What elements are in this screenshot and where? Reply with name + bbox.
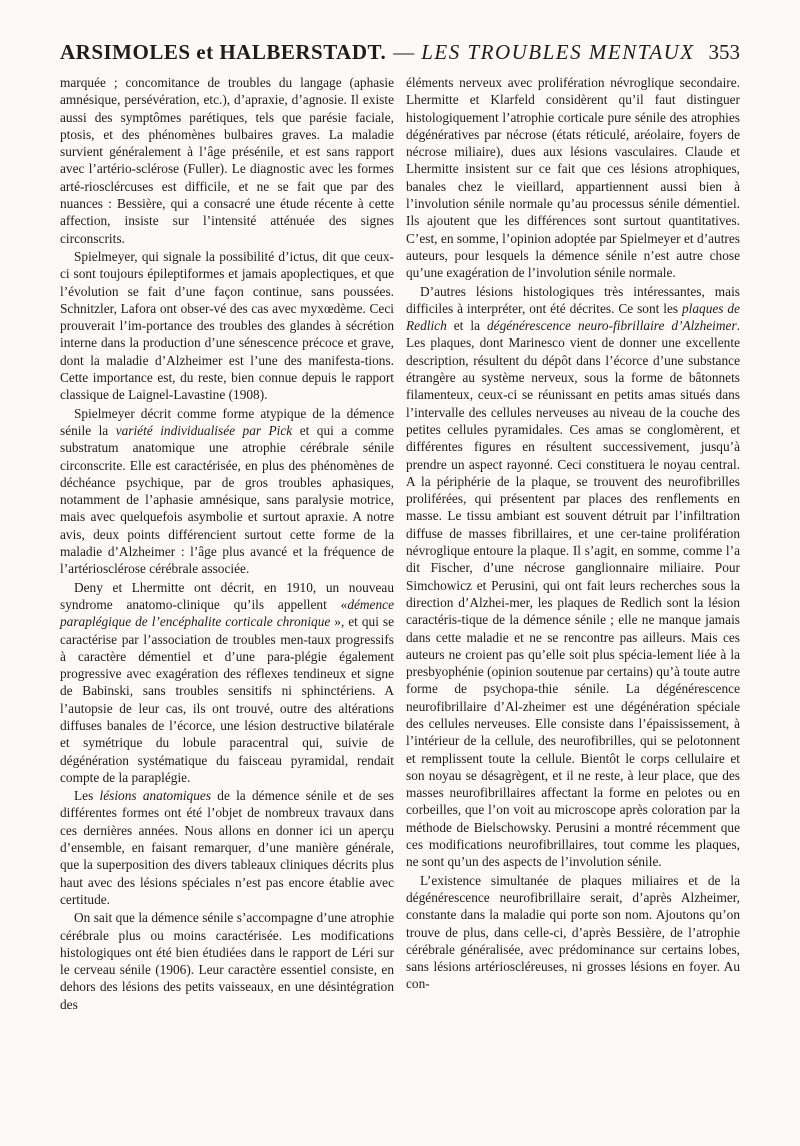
- text-run: . Les plaques, dont Marinesco vient de donner une excellente description, résultent du dépôt dans l’écorce d’une substance étrangère au système nerveux, sous la forme de bâtonnets filamenteux, ceux-ci se réunissant en petits amas situés dans l’intervalle des cellules nerveuses au niveau de la couche des petites cellules pyramidales. Ces amas se conglomèrent, et différentes figures en résultent successivement, jusqu’à prendre un aspect rayonné. Ceci constituera le noyau central. A la périphérie de la plaque, se trouvent des neurofibrilles proliférées, qui présentent par places des renflements en masse. Le tissu ambiant est souvent détruit par l’infiltration diffuse de masses fibrillaires, et une cer-taine prolifération névroglique entoure la plaque. Il s’agit, en somme, comme l’a dit Fischer, d’une nécrose ganglionnaire miliaire. Pour Simchowicz et Perusini, qui ont fait leurs recherches sous la direction d’Alzhei-mer, les plaques de Redlich sont la lésion caractéris-tique de la démence sénile ; elle ne manque jamais dans cette maladie et ne se rencontre pas ailleurs. Mais ces auteurs ne croient pas qu’elle soit plus spécia-lement liée à la presbyophénie (opinion soutenue par certains) qu’à toute autre forme de psychopa-thie sénile. La dégénérescence neurofibrillaire d’Al-zheimer est une dégénération spéciale des cellules nerveuses. Elle consiste dans l’épaississement, à l’intérieur de la cellule, des neurofibrilles, qui se pelotonnent et remplissent toute la cellule. Bientôt le corps cellulaire et son noyau se désagrègent, et il ne reste, à leur place, que des masses neurofibrillaires affectant la forme en pelotes ou en corbeilles, que l’on voit au microscope après coloration par la méthode de Bielschowsky. Perusini a montré récemment que ces modifications neurofibrillaires, tout comme les plaques, ne sont qu’un des aspects de l’involution sénile.: [406, 318, 740, 870]
- paragraph: [60, 787, 394, 908]
- paragraph: [60, 405, 394, 578]
- running-header: [60, 40, 740, 72]
- italic-term: démence paraplégique de l’encéphalite corticale chronique: [60, 596, 394, 630]
- paragraph: On sait que la démence sénile s’accompagne d’une atrophie cérébrale plus ou moins caractérisée. Les modifications histologiques ont été bien étudiées dans le rapport de Léri sur le cerveau sénile (1906). Leur caractère essentiel consiste, en dehors des lésions des petits vaisseaux, en une désintégration des: [60, 910, 394, 1012]
- header-title: LES TROUBLES MENTAUX: [421, 40, 695, 64]
- paragraph: L’existence simultanée de plaques miliaires et de la dégénérescence neurofibrillaire serait, d’après Alzheimer, constante dans la maladie qui porte son nom. Ajoutons qu’on trouve de plus, dans celle-ci, d’après Bessière, de l’atrophie cérébrale généralisée, avec prédominance sur certains lobes, sans lésions artérioscléreuses, ni grosses lésions en foyer. Au con-: [406, 872, 740, 992]
- paragraph: marquée ; concomitance de troubles du langage (aphasie amnésique, persévération, etc.), d’apraxie, d’agnosie. Il existe aussi des symptômes parétiques, tels que parésie faciale, ptosis, et des phénomènes bulbaires graves. La maladie survient généralement à l’âge présénile, et est sans rapport avec l’artério-sclérose (Fuller). Le diagnostic avec les formes arté-riosclércuses est difficile, et ne se fait que par des nuances : Bessière, qui a consacré une étude récente à cette affection, insiste sur l’intensité atténuée des signes circonscrits.: [60, 75, 394, 246]
- page-number: 353: [708, 40, 740, 64]
- text-run: Les: [74, 788, 100, 804]
- text-run: de la démence sénile et de ses différentes formes ont été l’objet de nombreux travaux dans ces dernières années. Nous allons en donner ici un aperçu d’ensemble, en faisant remarquer, d’une manière générale, que la superposition des divers tableaux cliniques décrits plus haut avec des lésions spéciales n’est pas encore établie avec certitude.: [60, 788, 394, 907]
- paragraph: [406, 283, 740, 871]
- left-column: [60, 74, 394, 1013]
- header-authors: ARSIMOLES et HALBERSTADT.: [60, 40, 387, 64]
- paragraph: éléments nerveux avec prolifération névroglique secondaire. Lhermitte et Klarfeld considèrent qu’il faut distinguer histologiquement l’atrophie corticale pure sénile des atrophies dégénératives par nécrose (états réticulé, aréolaire, foyers de nécrose miliaire), dues aux lésions vasculaires. Claude et Lhermitte insistent sur ce fait que ces lésions atrophiques, banales chez le vieillard, appartiennent aussi bien à l’involution sénile normale qu’au processus sénile démentiel. Ils ajoutent que les différences sont surtout quantitatives. C’est, en somme, l’opinion adoptée par Spielmeyer et d’autres auteurs, pour lesquels la démence sénile n’est autre chose qu’une exagération de l’involution sénile normale.: [406, 75, 740, 281]
- text-run: D’autres lésions histologiques très intéressantes, mais difficiles à interpréter, ont été décrites. Ce sont les: [406, 283, 740, 316]
- italic-term: variété individualisée par Pick: [115, 422, 293, 438]
- paragraph: Spielmeyer, qui signale la possibilité d’ictus, dit que ceux-ci sont toujours épileptiformes et jamais apoplectiques, et que l’évolution se fait d’une façon continue, sans poussées. Schnitzler, Lafora ont obser-vé des cas avec myxœdème. Ceci prouverait l’im-portance des troubles des glandes à sécrétion interne dans la production d’une sénescence précoce et grave, dont la maladie d’Alzheimer est l’une des manifesta-tions. Cette importance est, du reste, bien connue depuis le rapport classique de Laignel-Lavastine (1908).: [60, 248, 394, 403]
- italic-term: plaques de Redlich: [406, 300, 740, 334]
- text-run: Deny et Lhermitte ont décrit, en 1910, un nouveau syndrome anatomo-clinique qu’ils appellent «: [60, 579, 394, 612]
- text-run: et qui a comme substratum anatomique une atrophie cérébrale sénile circonscrite. Elle est caractérisée, en plus des phénomènes de déchéance psychique, par de gros troubles aphasiques, notamment de l’aphasie amnésique, sans paralysie motrice, mais avec quelquefois asymbolie et surtout apraxie. A notre avis, deux points différencient surtout cette forme de la maladie d’Alzheimer : l’âge plus avancé et la fréquence de l’artériosclérose cérébrale associée.: [60, 422, 394, 577]
- italic-term: dégénérescence neuro-fibrillaire d’Alzheimer: [487, 318, 737, 334]
- header-dash: —: [393, 40, 415, 64]
- text-run: et la: [446, 318, 487, 334]
- italic-term: lésions anatomiques: [99, 788, 212, 804]
- paragraph: [60, 579, 394, 787]
- text-run: », et qui se caractérise par l’association de troubles men-taux progressifs à caractère démentiel et d’une para-plégie également progressive avec exagération des réflexes tendineux et signe de Babinski, sans troubles sensitifs ni sphinctériens. A l’autopsie de leur cas, ils ont trouvé, outre des altérations diffuses banales de l’écorce, une lésion destructive bilatérale et symétrique du lobule paracentral qui, suivie de dégénération systématique du faisceau pyramidal, rendait compte de la paraplégie.: [60, 614, 394, 785]
- right-column: [406, 74, 740, 993]
- text-run: Spielmeyer décrit comme forme atypique de la démence sénile la: [60, 405, 394, 438]
